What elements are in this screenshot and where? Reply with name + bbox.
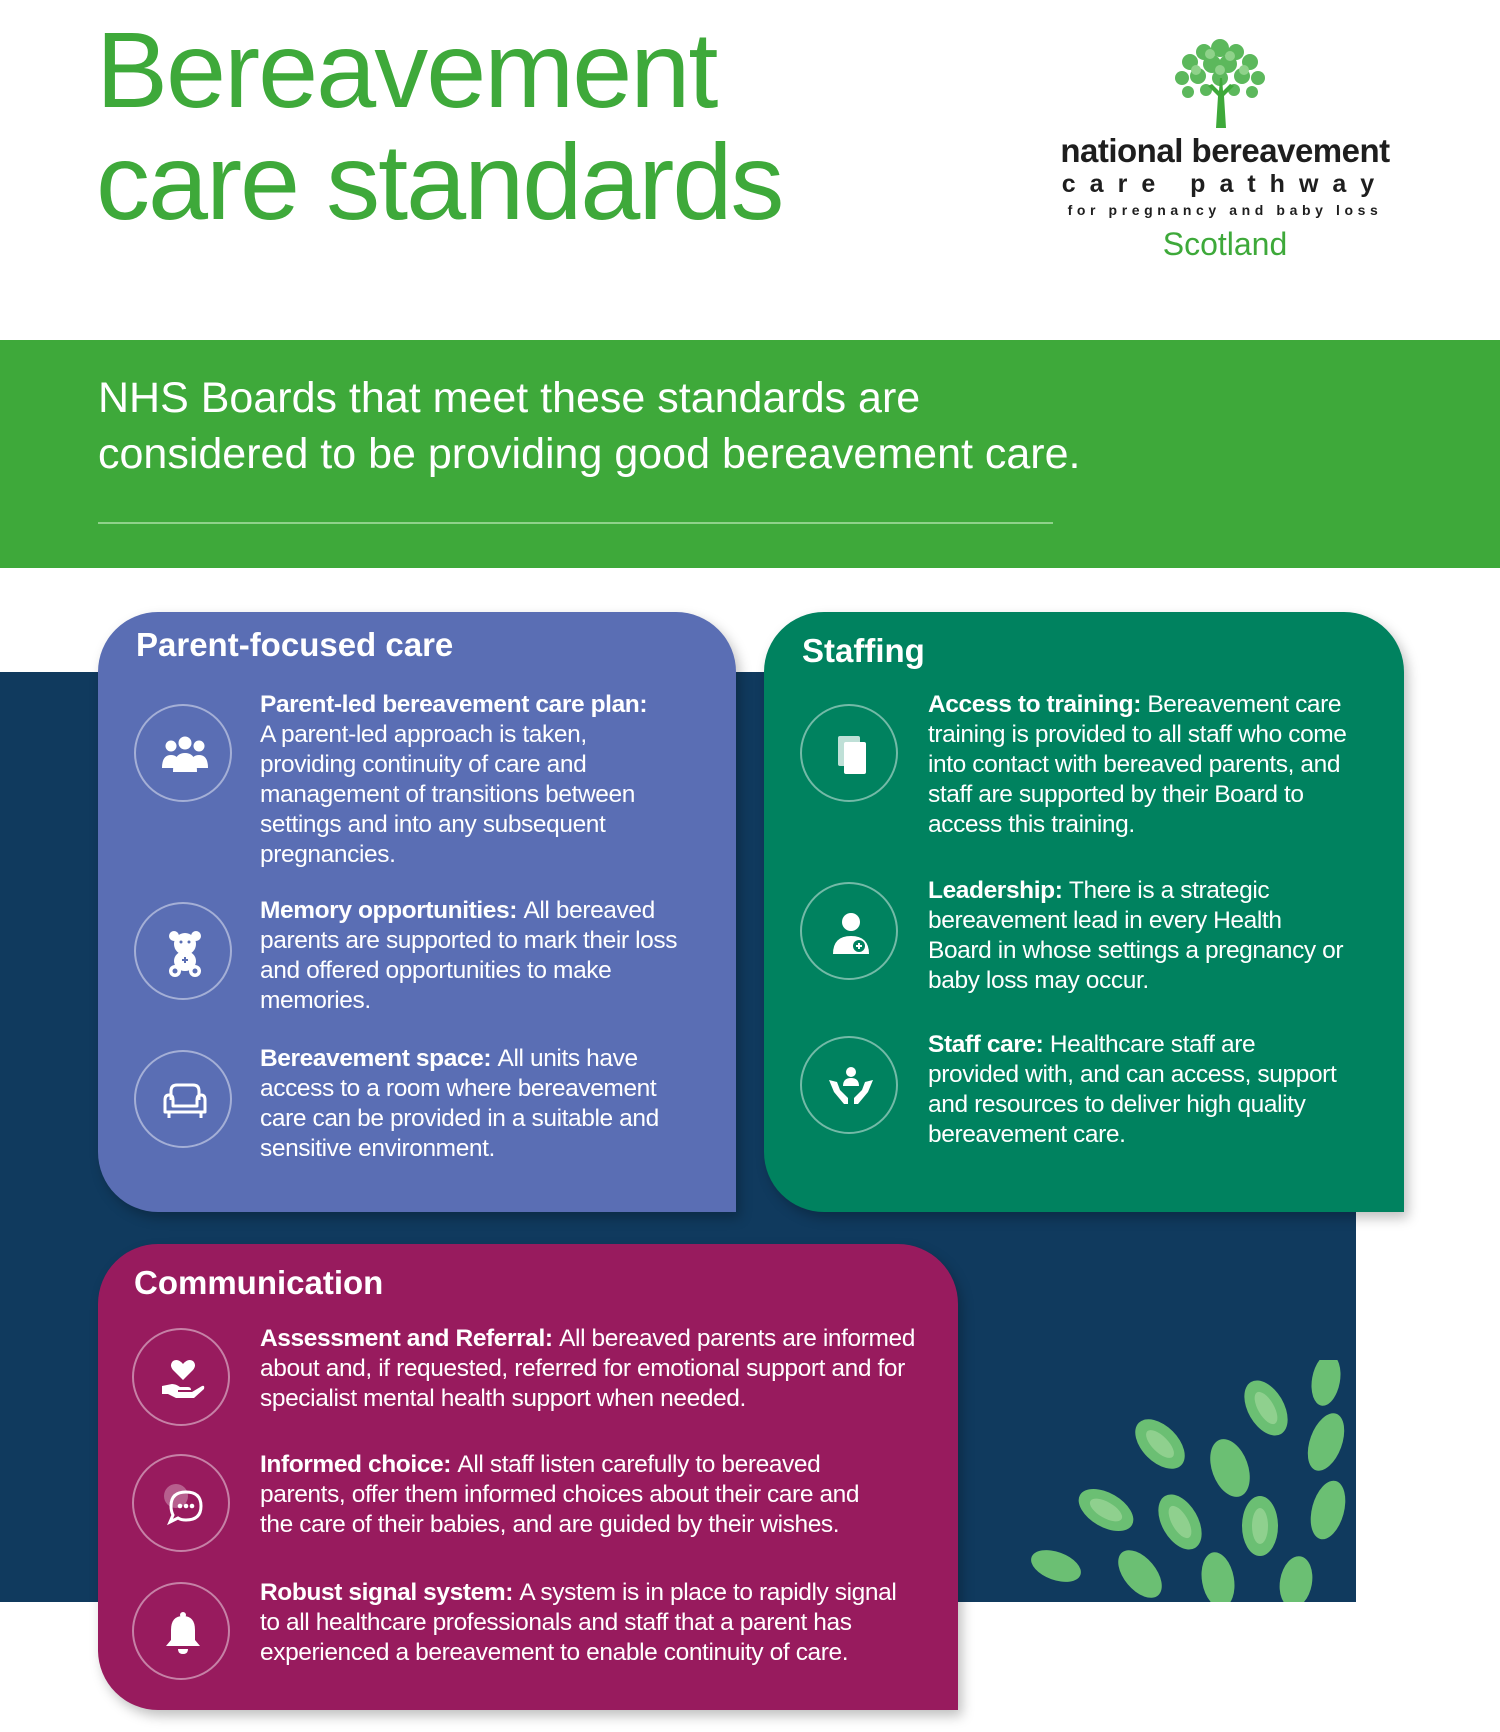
banner-divider <box>98 522 1053 524</box>
logo-text-line-2: care pathway <box>1061 170 1389 198</box>
bell-icon <box>158 1608 208 1658</box>
title-line-2: care standards <box>96 121 783 242</box>
leaves-decoration <box>1010 1360 1356 1602</box>
section-title: Parent-focused care <box>136 626 454 663</box>
healthcare-worker-icon <box>826 908 876 958</box>
standard-memory-opportunities <box>134 896 714 1016</box>
intro-line-1: NHS Boards that meet these standards are <box>98 374 921 422</box>
standard-body: All staff listen carefully to bereaved parents, offer them informed choices about their care and the care of their babies, and are guided by their wishes. <box>260 1451 860 1538</box>
teddy-bear-icon <box>160 928 210 978</box>
standard-heading: Access to training: <box>928 691 1148 718</box>
standard-heading: Bereavement space: <box>260 1045 498 1072</box>
intro-banner <box>0 340 1500 568</box>
heart-hand-icon <box>158 1354 208 1404</box>
standard-assessment-and-referral <box>132 1324 932 1434</box>
logo-text-line-3: for pregnancy and baby loss <box>1067 202 1383 218</box>
section-title: Communication <box>134 1264 384 1301</box>
standard-robust-signal-system <box>132 1578 932 1688</box>
hands-care-icon <box>826 1062 876 1112</box>
standard-heading: Robust signal system: <box>260 1579 520 1606</box>
logo <box>1040 34 1410 274</box>
standard-heading: Informed choice: <box>260 1451 458 1478</box>
page-title <box>96 9 856 242</box>
standard-body: All units have access to a room where bereavement care can be provided in a suitable and sensitive environment. <box>260 1045 659 1162</box>
intro-text <box>98 370 1198 482</box>
standard-leadership <box>800 876 1380 1006</box>
standard-parent-led-care-plan <box>134 690 714 870</box>
intro-line-2: considered to be providing good bereavement care. <box>98 430 1081 478</box>
logo-text-scotland: Scotland <box>1162 226 1288 262</box>
standard-access-to-training <box>800 690 1380 850</box>
standard-body: A parent-led approach is taken, providing continuity of care and management of transitions between settings and into any subsequent pregnancies. <box>260 721 635 868</box>
staffing-card <box>764 612 1404 1212</box>
section-title: Staffing <box>802 632 925 669</box>
standard-body: All bereaved parents are supported to mark their loss and offered opportunities to make memories. <box>260 897 678 1014</box>
title-line-1: Bereavement <box>96 9 717 130</box>
family-icon <box>160 730 210 780</box>
chat-bubble-icon <box>158 1480 208 1530</box>
communication-card <box>98 1244 958 1710</box>
documents-icon <box>826 730 876 780</box>
armchair-icon <box>160 1076 210 1126</box>
standard-informed-choice <box>132 1450 932 1560</box>
standard-staff-care <box>800 1030 1380 1160</box>
standard-body: A system is in place to rapidly signal to all healthcare professionals and staff that a parent has experienced a bereavement to enable continuity of care. <box>260 1579 897 1666</box>
standard-heading: Leadership: <box>928 877 1069 904</box>
standard-body: All bereaved parents are informed about and, if requested, referred for emotional support and for specialist mental health support when needed. <box>260 1325 915 1412</box>
standard-heading: Staff care: <box>928 1031 1050 1058</box>
tree-icon <box>1160 34 1280 130</box>
logo-text-line-1: national bereavement <box>1060 132 1390 169</box>
parent-focused-care-card <box>98 612 736 1212</box>
standard-body: There is a strategic bereavement lead in every Health Board in whose settings a pregnancy or baby loss may occur. <box>928 877 1344 994</box>
standard-bereavement-space <box>134 1044 714 1164</box>
standard-heading: Memory opportunities: <box>260 897 524 924</box>
standard-body: Bereavement care training is provided to all staff who come into contact with bereaved parents, and staff are supported by their Board to access this training. <box>928 691 1347 838</box>
standard-body: Healthcare staff are provided with, and can access, support and resources to deliver high quality bereavement care. <box>928 1031 1337 1148</box>
standard-heading: Assessment and Referral: <box>260 1325 560 1352</box>
standard-heading: Parent-led bereavement care plan: <box>260 691 648 718</box>
